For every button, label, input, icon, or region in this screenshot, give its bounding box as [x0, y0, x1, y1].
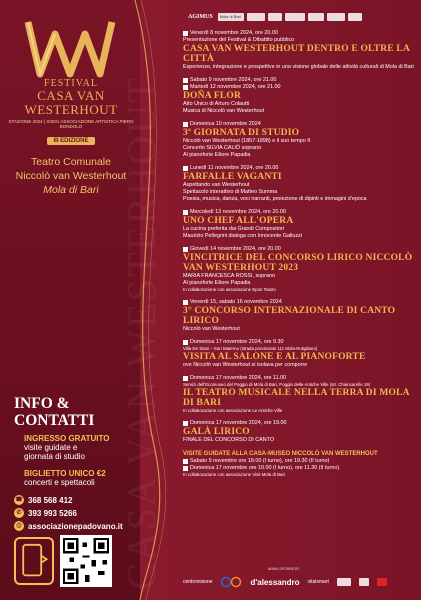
venue-line1: Teatro Comunale — [31, 156, 111, 168]
web-icon: @ — [14, 521, 24, 531]
event-desc: Atto Unico di Arturo Colautti — [183, 101, 250, 107]
event-desc: ove Niccolò van Westerhout si isolava per comporre — [183, 362, 308, 368]
event-date: Domenica 17 novembre 2024, ore 11.00 — [183, 375, 415, 382]
bullet-icon — [183, 300, 188, 305]
bullet-icon — [183, 78, 188, 83]
event-1 — [183, 30, 415, 71]
event-title: IL TEATRO MUSICALE NELLA TERRA DI MOLA DI BARI — [183, 388, 410, 408]
event-title: FARFALLE VAGANTI — [183, 172, 282, 182]
event-title: UNO CHEF ALL'OPERA — [183, 216, 294, 226]
event-4 — [183, 165, 415, 203]
event-pre: Servizi dell'Ecomuseo del Poggio di Mola di Bari, Poggio delle Antiche Ville (str. Chiancarelle 19) — [183, 382, 371, 387]
event-date: Mercoledì 13 novembre 2024, ore 20.00 — [183, 209, 415, 216]
sponsor-agimus: AGIMUS — [188, 14, 213, 20]
event-7 — [183, 299, 415, 333]
event-desc: Al pianoforte Ettore Papadia — [183, 280, 251, 286]
event-desc: Esperienze, integrazione e prospettive in una visione globale delle attività culturali di Mola di Bari — [183, 64, 414, 70]
event-date: Domenica 17 novembre 2024, ore 9.30 — [183, 339, 415, 346]
sponsor-logo-b5 — [337, 578, 351, 586]
ingresso-block — [24, 434, 134, 461]
bullet-icon — [183, 31, 188, 36]
bullet-icon — [183, 459, 188, 464]
biglietto-block — [24, 469, 134, 487]
visite-note: In collaborazione con associazione Visit Mola di Bari — [183, 472, 285, 477]
main-sponsor-label: MAIN SPONSOR — [268, 566, 300, 571]
event-date: Giovedì 14 novembre 2024, ore 20.00 — [183, 246, 415, 253]
festival-season: STAGIONE 2024 | X0031 ASSOCIAZIONE ARTISTICA PIERO BONDOLO — [8, 119, 134, 129]
whatsapp-icon: ✆ — [14, 508, 24, 518]
info-title-line1: INFO & — [14, 395, 70, 412]
events-list — [183, 30, 415, 484]
bullet-icon — [183, 210, 188, 215]
event-desc: Concerto SILVIA CALIÒ soprano — [183, 145, 262, 151]
festival-title-block — [8, 78, 134, 147]
venue-line2: Niccolò van Westerhout — [15, 170, 127, 182]
festival-name: CASA VAN WESTERHOUT — [24, 88, 118, 117]
edition-badge: III EDIZIONE — [47, 137, 94, 145]
event-10 — [183, 420, 415, 444]
event-note: In collaborazione con associazione Le Antiche Ville — [183, 408, 283, 413]
glasses-logo-icon — [220, 576, 242, 588]
bullet-icon — [183, 247, 188, 252]
sponsor-logo-6 — [308, 13, 324, 21]
sponsor-logo-b7 — [377, 578, 387, 586]
sponsor-logo-b6 — [359, 578, 369, 586]
bullet-icon — [183, 466, 188, 471]
event-desc: Musica di Niccolò van Westerhout — [183, 108, 265, 114]
event-pre: Villa De Stasi – San Materno (strada provinciale 111 Mola-Rutigliano) — [183, 346, 318, 351]
sponsor-logo-3 — [247, 13, 265, 21]
event-5 — [183, 209, 415, 240]
event-pre: Presentazione del Festival & Dibattito pubblico — [183, 37, 295, 43]
event-title: CASA VAN WESTERHOUT DENTRO E OLTRE LA CITTÀ — [183, 44, 410, 64]
sponsor-dalessandro: d'alessandro — [250, 577, 300, 587]
bullet-icon — [183, 340, 188, 345]
event-9 — [183, 375, 415, 414]
event-desc: Maurizio Pellegrini dialoga con Innocente Galluzzi — [183, 233, 302, 239]
biglietto-text: concerti e spettacoli — [24, 478, 95, 487]
event-8 — [183, 339, 415, 369]
event-desc: Al pianoforte Ettore Papadia — [183, 152, 251, 158]
smartphone-icon — [14, 537, 54, 585]
visite-line1: Sabato 9 novembre ore 18.00 (I turno), ore 19.30 (II turno) — [183, 458, 415, 465]
bullet-icon — [183, 122, 188, 127]
ingresso-text2: giornata di studio — [24, 452, 85, 461]
event-date: Venerdì 8 novembre 2024, ore 20.00 — [183, 30, 415, 37]
bullet-icon — [183, 166, 188, 171]
event-title: DOÑA FLOR — [183, 91, 242, 101]
sponsor-vitalsmart: vitalsmart — [307, 579, 329, 585]
ingresso-heading: INGRESSO GRATUITO — [24, 434, 110, 443]
venue-block — [4, 155, 138, 197]
event-title: VINCITRICE DEL CONCORSO LIRICO NICCOLÒ VAN WESTERHOUT 2023 — [183, 253, 413, 273]
sponsor-logo-7 — [327, 13, 345, 21]
email-contact[interactable] — [14, 521, 123, 531]
event-desc: Poesia, musica, danza, voci narranti, proiezione di dipinti e immagini d'epoca — [183, 196, 367, 202]
sponsor-logo-5 — [285, 13, 305, 21]
event-desc: Niccolò van Westerhout — [183, 326, 240, 332]
ingresso-text1: visite guidate e — [24, 443, 78, 452]
phone-icon: ☎ — [15, 497, 23, 503]
info-title — [14, 395, 94, 429]
bullet-icon — [183, 421, 188, 426]
event-desc: MARIA FRANCESCA ROSSI, soprano — [183, 273, 275, 279]
event-date: Venerdì 15, sabato 16 novembre 2024 — [183, 299, 415, 306]
qr-code[interactable] — [60, 535, 112, 587]
phone2-contact[interactable] — [14, 508, 77, 518]
festival-logo — [20, 14, 120, 84]
event-note: In collaborazione con associazione Epos Teatro — [183, 287, 276, 292]
email-text: associazionepadovano.it — [28, 521, 123, 531]
event-date: Domenica 10 novembre 2024 — [183, 121, 415, 128]
info-title-line2: CONTATTI — [14, 412, 95, 429]
event-title: 3ª GIORNATA DI STUDIO — [183, 128, 300, 138]
sponsor-mola-di-bari: Mola di Bari — [218, 13, 244, 21]
visite-block — [183, 450, 415, 478]
event-desc: Aspettando van Westerhout — [183, 182, 250, 188]
top-sponsor-bar — [186, 10, 416, 24]
sponsor-logo-8 — [348, 13, 362, 21]
sponsor-centrovisione: centrovisione — [183, 579, 213, 585]
bullet-icon — [183, 376, 188, 381]
event-2 — [183, 77, 415, 115]
event-desc: FINALE DEL CONCORSO DI CANTO — [183, 437, 275, 443]
bullet-icon — [183, 85, 188, 90]
event-desc: Spettacolo interattivo di Matteo Summa — [183, 189, 278, 195]
event-3 — [183, 121, 415, 159]
phone1-contact[interactable] — [14, 495, 73, 505]
visite-line2: Domenica 17 novembre ore 10.00 (I turno), ore 11.30 (II turno) — [183, 465, 415, 472]
festival-label: FESTIVAL — [44, 78, 98, 89]
bottom-sponsor-bar — [183, 572, 415, 592]
watermark-text: CASA VAN WESTERHOUT — [119, 76, 164, 590]
venue-line3: Mola di Bari — [43, 184, 99, 196]
event-date-2: Martedì 12 novembre 2024, ore 21.00 — [183, 84, 415, 91]
event-date: Lunedì 11 novembre 2024, ore 20.00 — [183, 165, 415, 172]
event-title: GALÀ LIRICO — [183, 427, 250, 437]
event-6 — [183, 246, 415, 293]
biglietto-heading: BIGLIETTO UNICO €2 — [24, 469, 106, 478]
visite-title: VISITE GUIDATE ALLA CASA-MUSEO NICCOLÒ VAN WESTERHOUT — [183, 451, 378, 457]
event-date: Sabato 9 novembre 2024, ore 21.00 — [183, 77, 415, 84]
phone2-text: 393 993 5266 — [28, 508, 77, 518]
sponsor-logo-4 — [268, 13, 282, 21]
event-desc: Niccolò van Westerhout (1857-1898) e il suo tempo II — [183, 138, 311, 144]
event-desc: La cucina preferita dai Grandi Compositori — [183, 226, 284, 232]
phone1-text: 368 568 412 — [28, 495, 73, 505]
event-title: VISITA AL SALONE E AL PIANOFORTE — [183, 352, 366, 362]
event-date: Domenica 17 novembre 2024, ore 19.00 — [183, 420, 415, 427]
event-title: 3° CONCORSO INTERNAZIONALE DI CANTO LIRICO — [183, 306, 396, 326]
